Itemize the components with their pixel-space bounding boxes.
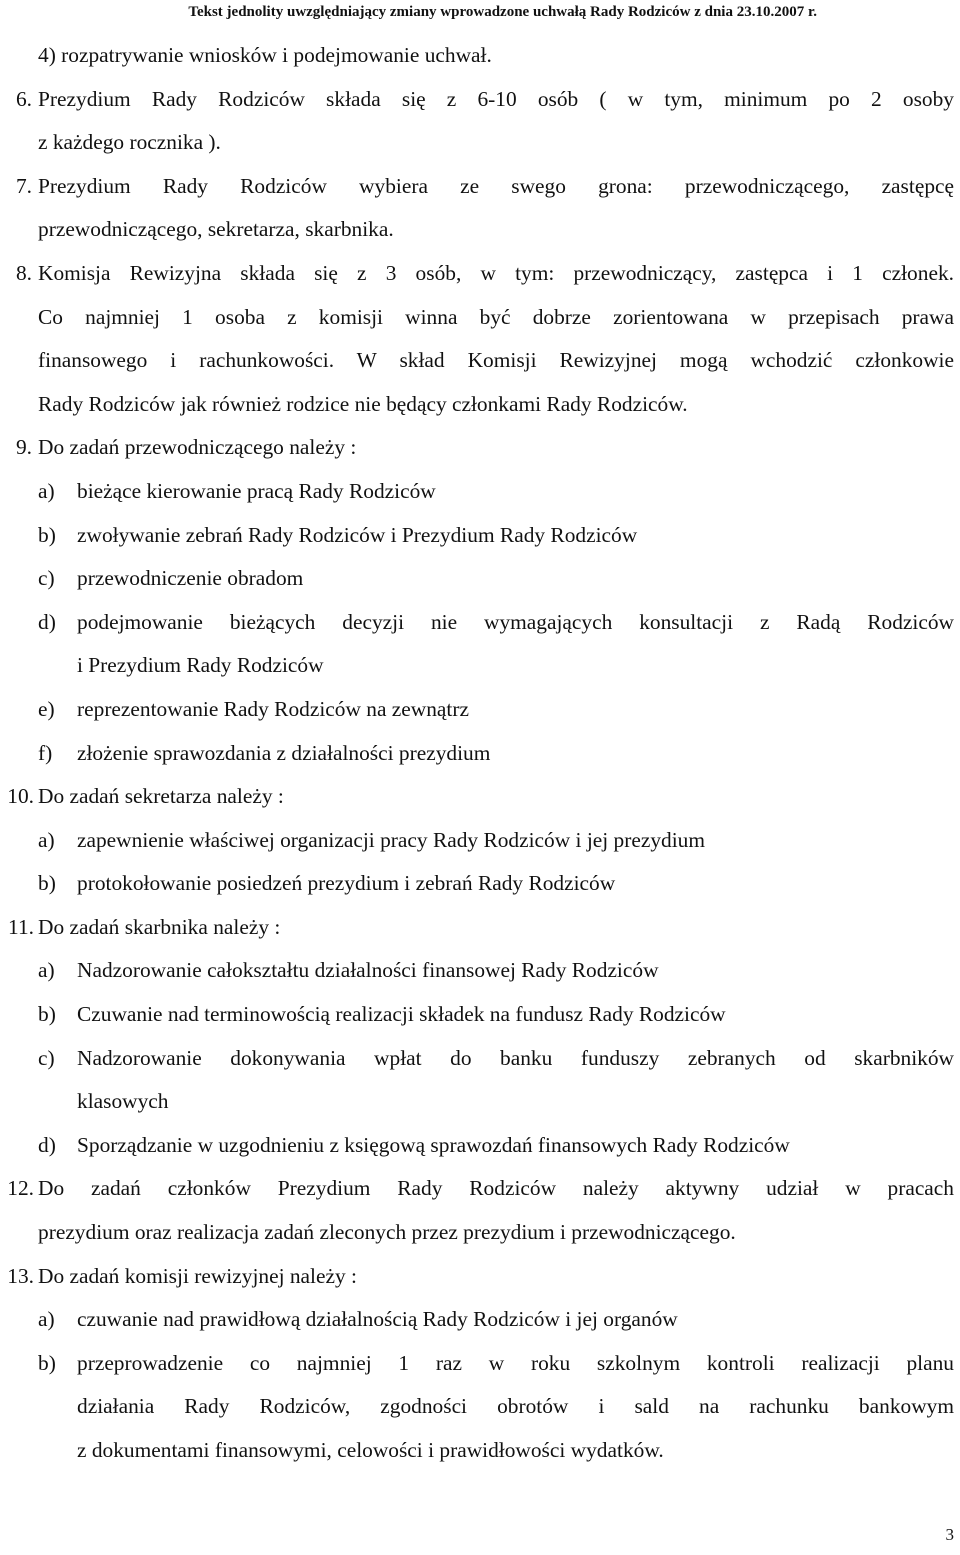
sub-item-text: przewodniczenie obradom: [77, 566, 304, 591]
sub-item-letter: a): [38, 1307, 55, 1332]
sub-item-continuation: z dokumentami finansowymi, celowości i prawidłowości wydatków.: [77, 1438, 664, 1462]
sub-item: [0, 557, 960, 601]
list-item: Do zadań sekretarza należy :: [38, 784, 284, 809]
sub-item: [0, 470, 960, 514]
item-number: 8.: [15, 260, 32, 285]
list-item: 4) rozpatrywanie wniosków i podejmowanie uchwał.: [38, 43, 492, 67]
sub-item-text: podejmowanie bieżących decyzji nie wymagających konsultacji z Radą Rodziców: [77, 609, 954, 634]
sub-item-letter: a): [38, 827, 55, 852]
paragraph-line: [0, 34, 960, 78]
sub-item-text: zapewnienie właściwej organizacji pracy Rady Rodziców i jej prezydium: [77, 827, 706, 852]
sub-item: [0, 1298, 960, 1342]
sub-item-letter: b): [38, 1002, 56, 1027]
sub-item-letter: b): [38, 1350, 56, 1375]
paragraph-line: [0, 1255, 960, 1299]
sub-item-continuation: klasowych: [77, 1089, 169, 1114]
sub-item: [0, 1342, 960, 1386]
sub-item-letter: c): [38, 566, 55, 591]
sub-item: [0, 1037, 960, 1081]
sub-item: [0, 949, 960, 993]
paragraph-line: [0, 252, 960, 296]
sub-item-letter: d): [38, 1132, 56, 1157]
sub-item-text: złożenie sprawozdania z działalności prezydium: [77, 740, 491, 765]
sub-item-text: przeprowadzenie co najmniej 1 raz w roku szkolnym kontroli realizacji planu: [77, 1350, 954, 1375]
paragraph-line: [0, 906, 960, 950]
sub-item-continuation: i Prezydium Rady Rodziców: [77, 653, 324, 678]
list-item: Do zadań skarbnika należy :: [38, 914, 281, 939]
item-number: 6.: [15, 86, 32, 111]
paragraph-line: [0, 1167, 960, 1211]
sub-item: [0, 644, 960, 688]
sub-item-letter: c): [38, 1045, 55, 1070]
sub-item: [0, 732, 960, 776]
sub-item-text: reprezentowanie Rady Rodziców na zewnątrz: [77, 696, 469, 721]
list-item: Do zadań przewodniczącego należy :: [38, 435, 357, 460]
sub-item-text: czuwanie nad prawidłową działalnością Rady Rodziców i jej organów: [77, 1307, 678, 1332]
item-number: 13.: [7, 1263, 34, 1288]
paragraph-line: [0, 121, 960, 165]
sub-item-text: Nadzorowanie dokonywania wpłat do banku funduszy zebranych od skarbników: [77, 1045, 954, 1070]
sub-item-text: protokołowanie posiedzeń prezydium i zebrań Rady Rodziców: [77, 871, 616, 896]
sub-item: [0, 1124, 960, 1168]
sub-item-text: Sporządzanie w uzgodnieniu z księgową sprawozdań finansowych Rady Rodziców: [77, 1132, 790, 1157]
sub-item: [0, 1429, 960, 1473]
sub-item-letter: b): [38, 522, 56, 547]
list-item: Prezydium Rady Rodziców składa się z 6-10 osób ( w tym, minimum po 2 osoby: [38, 86, 954, 111]
sub-item: [0, 993, 960, 1037]
list-item: Do zadań komisji rewizyjnej należy :: [38, 1263, 357, 1288]
list-item: Do zadań członków Prezydium Rady Rodziców należy aktywny udział w pracach: [38, 1176, 954, 1201]
sub-item-letter: f): [38, 740, 53, 765]
paragraph-line: [0, 426, 960, 470]
sub-item-text: Czuwanie nad terminowością realizacji składek na fundusz Rady Rodziców: [77, 1002, 726, 1027]
list-item-continuation: Co najmniej 1 osoba z komisji winna być dobrze zorientowana w przepisach prawa: [38, 304, 954, 329]
sub-item: [0, 688, 960, 732]
sub-item-text: Nadzorowanie całokształtu działalności finansowej Rady Rodziców: [77, 958, 659, 983]
item-number: 11.: [8, 914, 34, 939]
list-item-continuation: przewodniczącego, sekretarza, skarbnika.: [38, 217, 394, 242]
sub-item-letter: e): [38, 696, 55, 721]
sub-item-text: zwoływanie zebrań Rady Rodziców i Prezydium Rady Rodziców: [77, 522, 638, 547]
list-item-continuation: Rady Rodziców jak również rodzice nie będący członkami Rady Rodziców.: [38, 391, 688, 416]
list-item-continuation: prezydium oraz realizacja zadań zleconych przez prezydium i przewodniczącego.: [38, 1220, 736, 1245]
paragraph-line: [0, 339, 960, 383]
sub-item-letter: d): [38, 609, 56, 634]
paragraph-line: [0, 78, 960, 122]
sub-item: [0, 514, 960, 558]
sub-item: [0, 819, 960, 863]
document-header: Tekst jednolity uwzględniający zmiany wprowadzone uchwałą Rady Rodziców z dnia 23.10.2007 r.: [188, 4, 817, 20]
list-item: Prezydium Rady Rodziców wybiera ze swego grona: przewodniczącego, zastępcę: [38, 173, 954, 198]
sub-item: [0, 1080, 960, 1124]
paragraph-line: [0, 383, 960, 427]
sub-item-letter: b): [38, 871, 56, 896]
sub-item-letter: a): [38, 478, 55, 503]
paragraph-line: [0, 296, 960, 340]
item-number: 10.: [7, 784, 34, 809]
sub-item-continuation: działania Rady Rodziców, zgodności obrotów i sald na rachunku bankowym: [77, 1394, 954, 1419]
sub-item: [0, 601, 960, 645]
item-number: 12.: [7, 1176, 34, 1201]
sub-item: [0, 862, 960, 906]
paragraph-line: [0, 775, 960, 819]
item-number: 9.: [15, 435, 32, 460]
paragraph-line: [0, 165, 960, 209]
sub-item: [0, 1385, 960, 1429]
list-item-continuation: z każdego rocznika ).: [38, 130, 221, 155]
sub-item-text: bieżące kierowanie pracą Rady Rodziców: [77, 478, 436, 503]
item-number: 7.: [15, 173, 32, 198]
page-number: 3: [945, 1525, 954, 1544]
document-body: [0, 34, 960, 1473]
list-item-continuation: finansowego i rachunkowości. W skład Komisji Rewizyjnej mogą wchodzić członkowie: [38, 348, 954, 373]
sub-item-letter: a): [38, 958, 55, 983]
paragraph-line: [0, 208, 960, 252]
list-item: Komisja Rewizyjna składa się z 3 osób, w tym: przewodniczący, zastępca i 1 członek.: [38, 260, 954, 285]
paragraph-line: [0, 1211, 960, 1255]
